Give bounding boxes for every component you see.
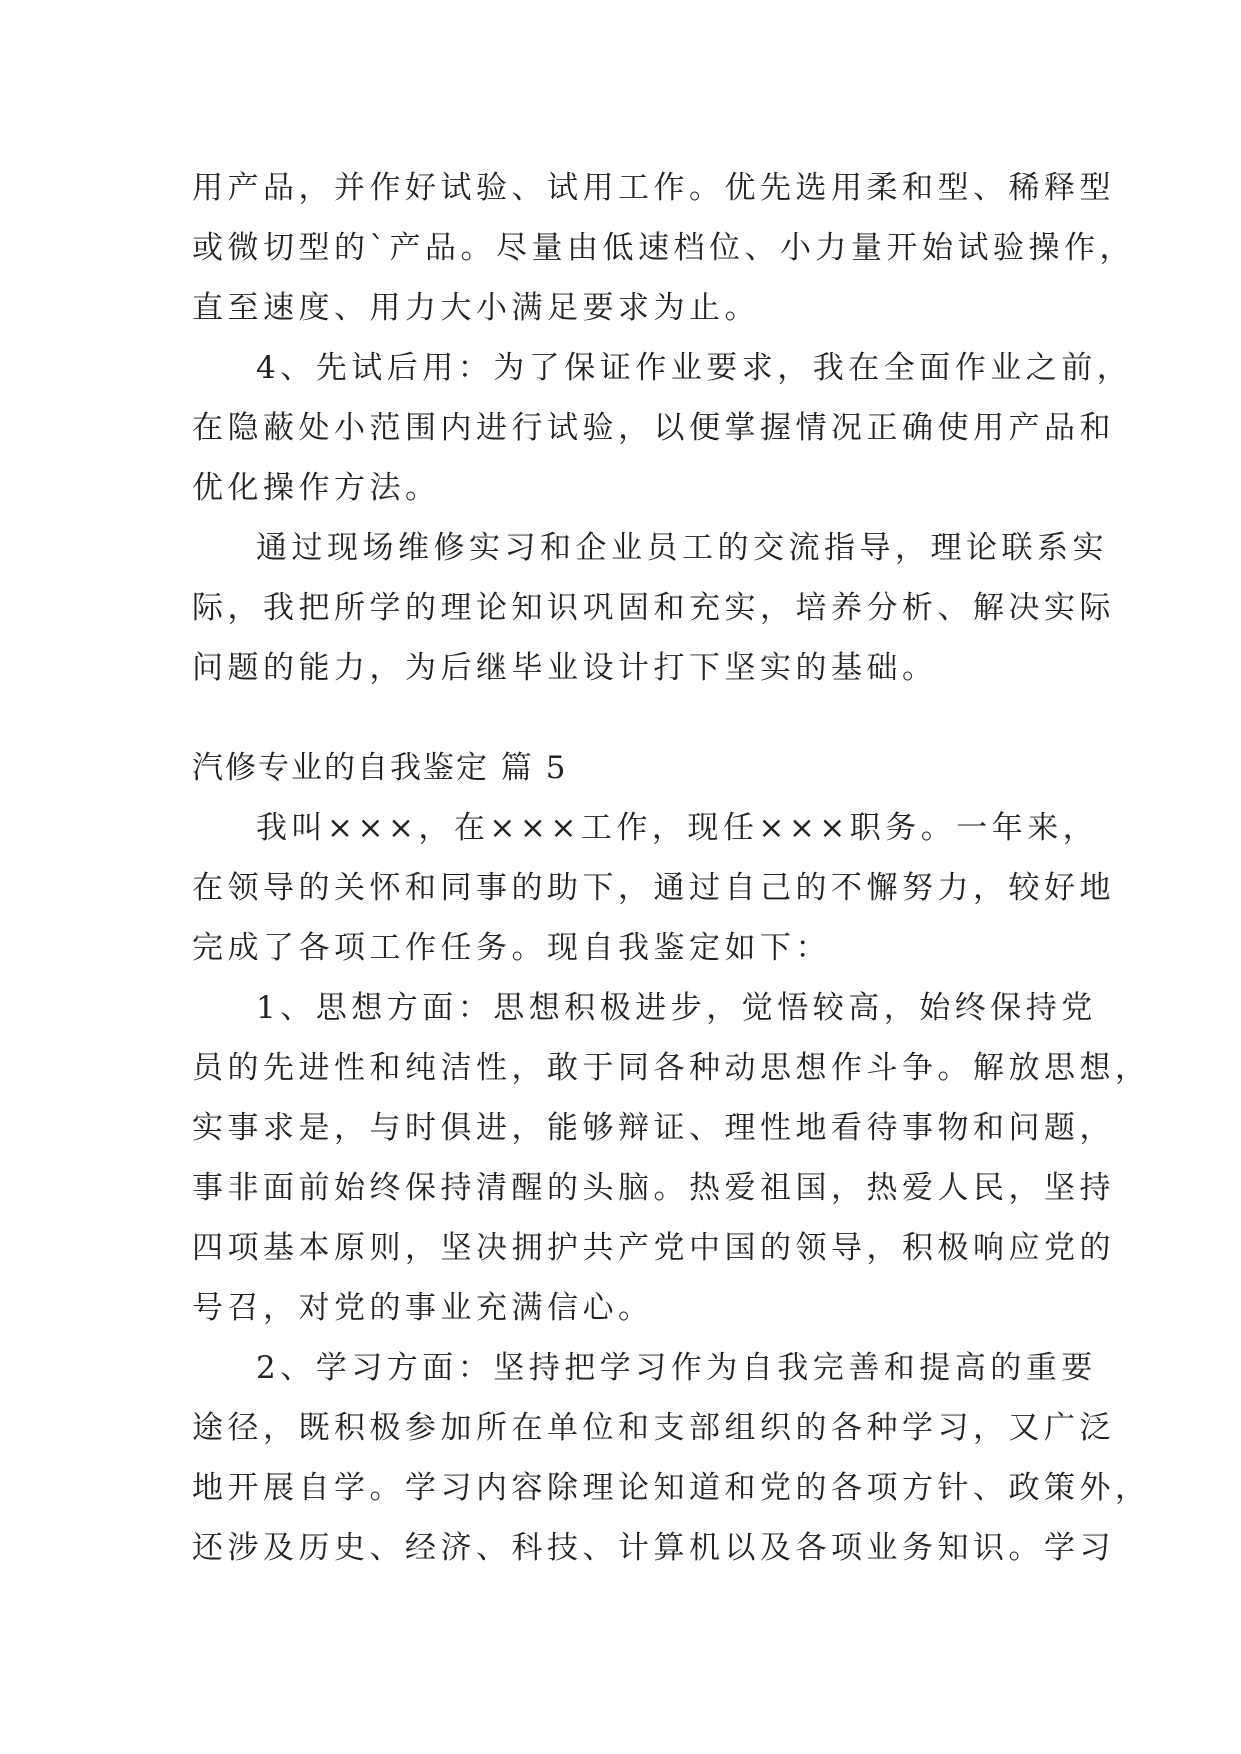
paragraph-line: 用产品，并作好试验、试用工作。优先选用柔和型、稀释型 xyxy=(192,170,1115,206)
paragraph-line: 通过现场维修实习和企业员工的交流指导，理论联系实 xyxy=(256,530,1108,566)
paragraph-line: 还涉及历史、经济、科技、计算机以及各项业务知识。学习 xyxy=(192,1530,1115,1566)
paragraph-line: 1、思想方面：思想积极进步，觉悟较高，始终保持党 xyxy=(256,990,1097,1026)
paragraph-line: 实事求是，与时俱进，能够辩证、理性地看待事物和问题， xyxy=(192,1110,1115,1146)
paragraph-line: 完成了各项工作任务。现自我鉴定如下： xyxy=(192,930,831,966)
paragraph-line: 在领导的关怀和同事的助下，通过自己的不懈努力，较好地 xyxy=(192,870,1115,906)
paragraph-line: 我叫×××，在×××工作，现任×××职务。一年来， xyxy=(256,810,1099,846)
paragraph-line: 或微切型的`产品。尽量由低速档位、小力量开始试验操作， xyxy=(192,230,1135,266)
paragraph-line: 员的先进性和纯洁性，敢于同各种动思想作斗争。解放思想， xyxy=(192,1050,1151,1086)
paragraph-line: 际，我把所学的理论知识巩固和充实，培养分析、解决实际 xyxy=(192,590,1115,626)
paragraph-line: 号召，对党的事业充满信心。 xyxy=(192,1290,654,1326)
section-heading: 汽修专业的自我鉴定 篇 5 xyxy=(192,750,568,786)
paragraph-line: 优化操作方法。 xyxy=(192,470,441,506)
paragraph-line: 途径，既积极参加所在单位和支部组织的各种学习，又广泛 xyxy=(192,1410,1115,1446)
paragraph-line: 2、学习方面：坚持把学习作为自我完善和提高的重要 xyxy=(256,1350,1097,1386)
paragraph-line: 4、先试后用：为了保证作业要求，我在全面作业之前， xyxy=(256,350,1133,386)
paragraph-line: 直至速度、用力大小满足要求为止。 xyxy=(192,290,760,326)
paragraph-line: 问题的能力，为后继毕业设计打下坚实的基础。 xyxy=(192,650,938,686)
paragraph-line: 四项基本原则，坚决拥护共产党中国的领导，积极响应党的 xyxy=(192,1230,1115,1266)
paragraph-line: 地开展自学。学习内容除理论知道和党的各项方针、政策外， xyxy=(192,1470,1151,1506)
paragraph-line: 事非面前始终保持清醒的头脑。热爱祖国，热爱人民，坚持 xyxy=(192,1170,1115,1206)
paragraph-line: 在隐蔽处小范围内进行试验，以便掌握情况正确使用产品和 xyxy=(192,410,1115,446)
